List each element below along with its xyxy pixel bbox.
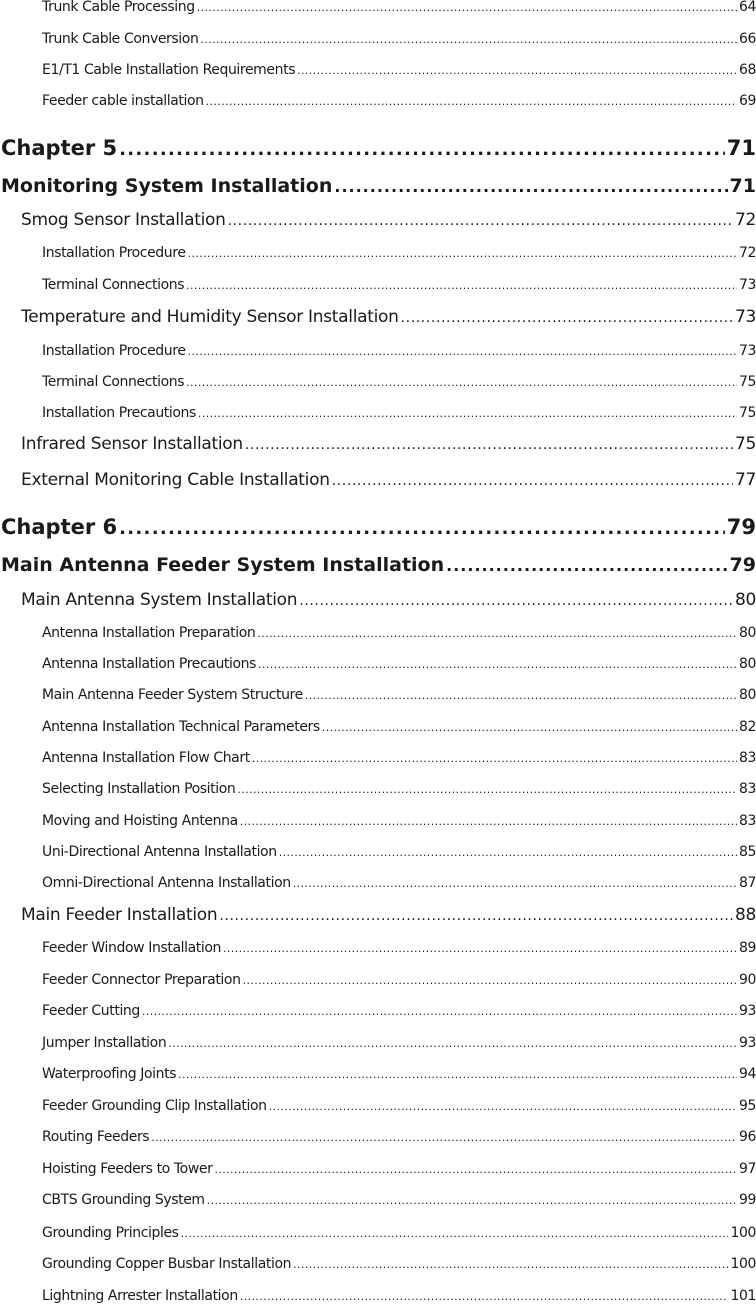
toc-entry-row[interactable] <box>42 1256 756 1272</box>
toc-entry-title: Lightning Arrester Installation <box>42 1287 238 1304</box>
toc-page-number: 64 <box>738 0 756 15</box>
dot-leader <box>188 247 737 260</box>
toc-page-number: 66 <box>738 30 756 47</box>
toc-page-number: 88 <box>734 904 756 925</box>
dot-leader <box>207 1194 737 1207</box>
toc-entry-row[interactable] <box>42 813 756 829</box>
toc-entry-row[interactable] <box>21 905 756 925</box>
dot-leader <box>223 942 737 955</box>
toc-page-number: 99 <box>738 1191 756 1208</box>
dot-leader <box>151 1131 737 1144</box>
dot-leader <box>186 279 737 292</box>
dot-leader <box>252 752 737 765</box>
dot-leader <box>240 1290 729 1303</box>
toc-page-number: 69 <box>738 92 756 109</box>
toc-entry-row[interactable] <box>42 277 756 293</box>
toc-entry-row[interactable] <box>42 940 756 956</box>
dot-leader <box>178 1068 737 1081</box>
toc-entry-title: Feeder Cutting <box>42 1002 140 1019</box>
toc-entry-title: Installation Precautions <box>42 404 196 421</box>
toc-entry-title: Monitoring System Installation <box>1 174 333 197</box>
toc-page-number: 73 <box>738 342 756 359</box>
dot-leader <box>214 1163 737 1176</box>
toc-page-number: 83 <box>738 812 756 829</box>
dot-leader <box>401 310 733 326</box>
dot-leader <box>228 213 733 229</box>
toc-page-number: 75 <box>738 404 756 421</box>
toc-entry-title: Temperature and Humidity Sensor Installation <box>21 306 399 327</box>
toc-page-number: 79 <box>729 553 756 576</box>
toc-entry-title: Grounding Principles <box>42 1224 179 1241</box>
toc-entry-title: Main Feeder Installation <box>21 904 218 925</box>
dot-leader <box>334 177 727 196</box>
toc-page-number: 96 <box>738 1128 756 1145</box>
toc-page-number: 75 <box>738 373 756 390</box>
dot-leader <box>119 139 725 160</box>
toc-page-number: 93 <box>738 1002 756 1019</box>
toc-page-number: 87 <box>738 874 756 891</box>
toc-page-number: 73 <box>738 276 756 293</box>
dot-leader <box>446 556 727 575</box>
dot-leader <box>142 1005 737 1018</box>
toc-page-number: 83 <box>738 749 756 766</box>
dot-leader <box>240 815 737 828</box>
toc-entry-title: CBTS Grounding System <box>42 1191 205 1208</box>
dot-leader <box>245 437 733 453</box>
toc-entry-row[interactable] <box>42 1161 756 1177</box>
dot-leader <box>257 627 737 640</box>
toc-entry-row[interactable] <box>42 62 756 78</box>
toc-entry-row[interactable] <box>42 1035 756 1051</box>
toc-entry-title: Uni-Directional Antenna Installation <box>42 843 277 860</box>
toc-page-number: 101 <box>730 1287 756 1304</box>
dot-leader <box>219 908 733 924</box>
toc-entry-title: Installation Procedure <box>42 342 186 359</box>
dot-leader <box>237 783 737 796</box>
toc-entry-title: Terminal Connections <box>42 373 185 390</box>
dot-leader <box>322 721 737 734</box>
dot-leader <box>269 1100 737 1113</box>
toc-entry-row[interactable] <box>42 1225 756 1241</box>
toc-entry-title: Selecting Installation Position <box>42 780 236 797</box>
toc-entry-title: Trunk Cable Processing <box>42 0 195 15</box>
toc-page-number: 93 <box>738 1034 756 1051</box>
dot-leader <box>305 689 737 702</box>
toc-entry-title: Main Antenna Feeder System Structure <box>42 686 303 703</box>
toc-entry-title: Terminal Connections <box>42 276 185 293</box>
toc-entry-title: Routing Feeders <box>42 1128 150 1145</box>
dot-leader <box>258 658 737 671</box>
toc-entry-title: Antenna Installation Precautions <box>42 655 257 672</box>
toc-entry-row[interactable] <box>42 1129 756 1145</box>
toc-entry-title: Feeder Window Installation <box>42 939 222 956</box>
toc-entry-title: Hoisting Feeders to Tower <box>42 1160 213 1177</box>
toc-entry-title: Main Antenna System Installation <box>21 589 298 610</box>
toc-entry-row[interactable] <box>42 374 756 390</box>
toc-heading-row[interactable] <box>1 136 756 160</box>
toc-entry-title: Grounding Copper Busbar Installation <box>42 1255 292 1272</box>
toc-heading-row[interactable] <box>1 515 756 539</box>
toc-page-number: 79 <box>726 515 756 540</box>
toc-heading-row[interactable] <box>1 554 756 576</box>
toc-entry-row[interactable] <box>42 405 756 421</box>
toc-entry-row[interactable] <box>42 245 756 261</box>
toc-entry-title: Feeder Grounding Clip Installation <box>42 1097 267 1114</box>
toc-entry-row[interactable] <box>21 307 756 327</box>
toc-page-number: 100 <box>730 1224 756 1241</box>
toc-entry-title: Installation Procedure <box>42 244 186 261</box>
toc-page-number: 83 <box>738 780 756 797</box>
toc-page-number: 85 <box>738 843 756 860</box>
dot-leader <box>297 64 737 77</box>
toc-page-number: 71 <box>726 136 756 161</box>
dot-leader <box>279 846 737 859</box>
toc-entry-row[interactable] <box>42 343 756 359</box>
toc-entry-title: Antenna Installation Technical Parameters <box>42 718 320 735</box>
toc-page-number: 95 <box>738 1097 756 1114</box>
toc-page-number: 75 <box>734 433 756 454</box>
toc-page-number: 68 <box>738 61 756 78</box>
dot-leader <box>168 1037 737 1050</box>
toc-entry-title: Main Antenna Feeder System Installation <box>1 553 445 576</box>
toc-page-number: 71 <box>729 174 756 197</box>
toc-page-number: 73 <box>734 306 756 327</box>
toc-page-number: 80 <box>738 686 756 703</box>
toc-heading-row[interactable] <box>1 175 756 197</box>
dot-leader <box>293 1258 728 1271</box>
toc-entry-title: Feeder Connector Preparation <box>42 971 241 988</box>
toc-page-number: 89 <box>738 939 756 956</box>
toc-entry-row[interactable] <box>42 31 756 47</box>
toc-entry-title: Jumper Installation <box>42 1034 167 1051</box>
toc-entry-title: Chapter 6 <box>1 515 118 540</box>
toc-entry-row[interactable] <box>42 719 756 735</box>
toc-entry-row[interactable] <box>42 1066 756 1082</box>
toc-entry-title: Infrared Sensor Installation <box>21 433 243 454</box>
toc-entry-row[interactable] <box>42 1003 756 1019</box>
toc-entry-title: Omni-Directional Antenna Installation <box>42 874 291 891</box>
dot-leader <box>293 877 737 890</box>
toc-entry-row[interactable] <box>21 590 756 610</box>
toc-entry-row[interactable] <box>42 625 756 641</box>
dot-leader <box>186 376 737 389</box>
toc-entry-row[interactable] <box>21 470 756 490</box>
toc-entry-title: Smog Sensor Installation <box>21 209 226 230</box>
toc-entry-title: E1/T1 Cable Installation Requirements <box>42 61 296 78</box>
toc-entry-title: Trunk Cable Conversion <box>42 30 199 47</box>
toc-page-number: 94 <box>738 1065 756 1082</box>
toc-page-number: 72 <box>734 209 756 230</box>
toc-page-number: 82 <box>738 718 756 735</box>
dot-leader <box>332 473 733 489</box>
toc-entry-title: Chapter 5 <box>1 136 118 161</box>
toc-entry-title: Waterproofing Joints <box>42 1065 177 1082</box>
dot-leader <box>197 1 737 14</box>
toc-entry-row[interactable] <box>42 750 756 766</box>
toc-entry-row[interactable] <box>42 1098 756 1114</box>
toc-page-number: 90 <box>738 971 756 988</box>
toc-page-number: 72 <box>738 244 756 261</box>
dot-leader <box>188 345 737 358</box>
dot-leader <box>299 593 733 609</box>
toc-entry-row[interactable] <box>42 687 756 703</box>
toc-entry-title: Moving and Hoisting Antenna <box>42 812 238 829</box>
dot-leader <box>206 95 737 108</box>
toc-page-number: 80 <box>738 655 756 672</box>
toc-entry-row[interactable] <box>42 1192 756 1208</box>
dot-leader <box>200 33 737 46</box>
toc-entry-title: Feeder cable installation <box>42 92 204 109</box>
toc-page-number: 100 <box>730 1255 756 1272</box>
toc-entry-row[interactable] <box>42 875 756 891</box>
dot-leader <box>181 1227 729 1240</box>
toc-entry-title: Antenna Installation Preparation <box>42 624 256 641</box>
toc-entry-row[interactable] <box>21 210 756 230</box>
toc-entry-row[interactable] <box>42 844 756 860</box>
toc-entry-row[interactable] <box>42 0 756 15</box>
dot-leader <box>243 974 737 987</box>
dot-leader <box>198 407 737 420</box>
toc-entry-row[interactable] <box>42 972 756 988</box>
toc-entry-row[interactable] <box>42 656 756 672</box>
dot-leader <box>119 518 725 539</box>
toc-entry-row[interactable] <box>21 434 756 454</box>
toc-page-number: 80 <box>738 624 756 641</box>
toc-page-number: 77 <box>734 469 756 490</box>
toc-entry-row[interactable] <box>42 1288 756 1304</box>
toc-entry-title: Antenna Installation Flow Chart <box>42 749 250 766</box>
toc-entry-title: External Monitoring Cable Installation <box>21 469 330 490</box>
toc-page-number: 97 <box>738 1160 756 1177</box>
toc-entry-row[interactable] <box>42 781 756 797</box>
toc-entry-row[interactable] <box>42 93 756 109</box>
toc-page-number: 80 <box>734 589 756 610</box>
